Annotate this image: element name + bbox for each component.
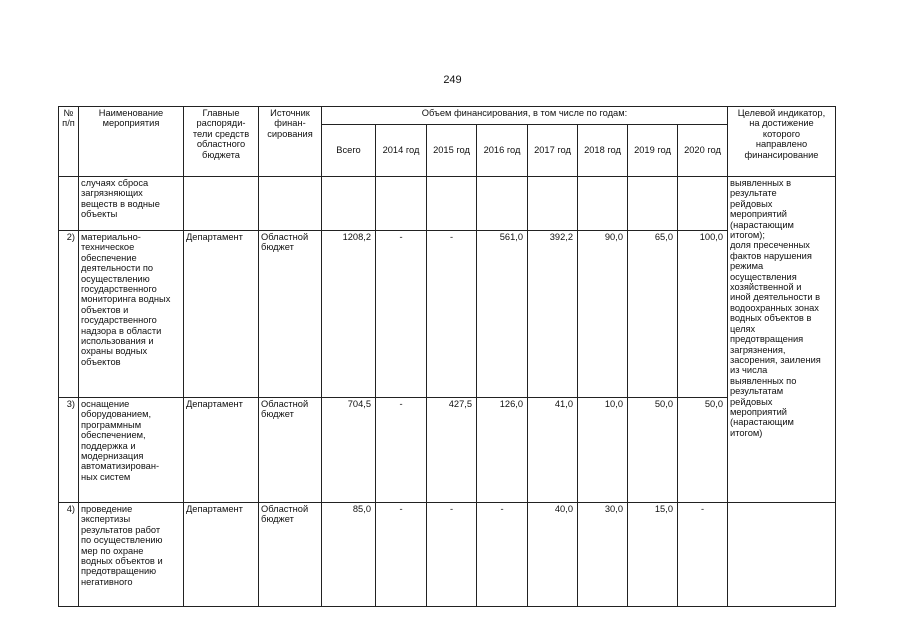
row-year-value: 10,0 [578,398,628,503]
header-admin: Главные распоряди- тели средств областного бюджета [184,107,259,177]
page-number: 249 [443,74,462,86]
header-year: 2017 год [528,125,578,177]
row-source: Областной бюджет [259,503,322,607]
row-name: случаях сброса загрязняющих веществ в водные объекты [79,177,184,231]
row-year-value: 41,0 [528,398,578,503]
row-total: 1208,2 [322,231,376,398]
row-year-value [528,177,578,231]
header-year: 2020 год [678,125,728,177]
row-year-value: - [376,398,427,503]
row-year-value: - [427,503,477,607]
row-year-value: - [427,231,477,398]
row-year-value [678,177,728,231]
row-year-value: - [376,231,427,398]
row-name: оснащение оборудованием, программным обеспечением, поддержка и модернизация автоматизирован- ных систем [79,398,184,503]
row-admin: Департамент [184,503,259,607]
header-total: Всего [322,125,376,177]
header-indicator: Целевой индикатор, на достижение которого направлено финансирование [728,107,836,177]
indicator-cell: выявленных в результате рейдовых мероприятий (нарастающим итогом); доля пресеченных фактов нарушения режима осуществления хозяйственной и иной деятельности в водоохранных зонах водных объектов в целях предотвращения загрязнения, засорения, заиления из числа выявленных по результатам рейдовых мероприятий (нарастающим итогом) [728,177,836,503]
indicator-cell-empty [728,503,836,607]
funding-table [58,106,836,607]
row-year-value: 561,0 [477,231,528,398]
row-year-value: - [678,503,728,607]
row-name: проведение экспертизы результатов работ по осуществлению мер по охране водных объектов и предотвращению негативного [79,503,184,607]
row-year-value: 392,2 [528,231,578,398]
row-num: 3) [59,398,79,503]
header-year: 2014 год [376,125,427,177]
header-year: 2015 год [427,125,477,177]
header-year: 2019 год [628,125,678,177]
row-year-value: 126,0 [477,398,528,503]
header-num: № п/п [59,107,79,177]
row-year-value [628,177,678,231]
row-year-value: 50,0 [678,398,728,503]
table-row [59,398,836,503]
header-year: 2018 год [578,125,628,177]
row-name: материально- техническое обеспечение деятельности по осуществлению государственного мониторинга водных объектов и государственного надзора в области использования и охраны водных объектов [79,231,184,398]
row-num: 2) [59,231,79,398]
row-total [322,177,376,231]
row-year-value [376,177,427,231]
row-year-value: 100,0 [678,231,728,398]
row-admin: Департамент [184,398,259,503]
row-year-value [578,177,628,231]
row-year-value: 90,0 [578,231,628,398]
row-source: Областной бюджет [259,231,322,398]
row-year-value: 427,5 [427,398,477,503]
row-admin [184,177,259,231]
row-source [259,177,322,231]
row-num: 4) [59,503,79,607]
table-row [59,503,836,607]
header-name: Наименование мероприятия [79,107,184,177]
row-total: 85,0 [322,503,376,607]
table-row [59,177,836,231]
row-year-value [427,177,477,231]
row-admin: Департамент [184,231,259,398]
header-year: 2016 год [477,125,528,177]
header-funding: Объем финансирования, в том числе по годам: [322,107,728,125]
row-year-value: 40,0 [528,503,578,607]
row-year-value: 65,0 [628,231,678,398]
row-year-value: - [477,503,528,607]
row-year-value [477,177,528,231]
row-year-value: 30,0 [578,503,628,607]
row-source: Областной бюджет [259,398,322,503]
row-year-value: 15,0 [628,503,678,607]
row-total: 704,5 [322,398,376,503]
row-year-value: - [376,503,427,607]
table-row [59,231,836,398]
row-num [59,177,79,231]
header-source: Источник финан- сирования [259,107,322,177]
row-year-value: 50,0 [628,398,678,503]
